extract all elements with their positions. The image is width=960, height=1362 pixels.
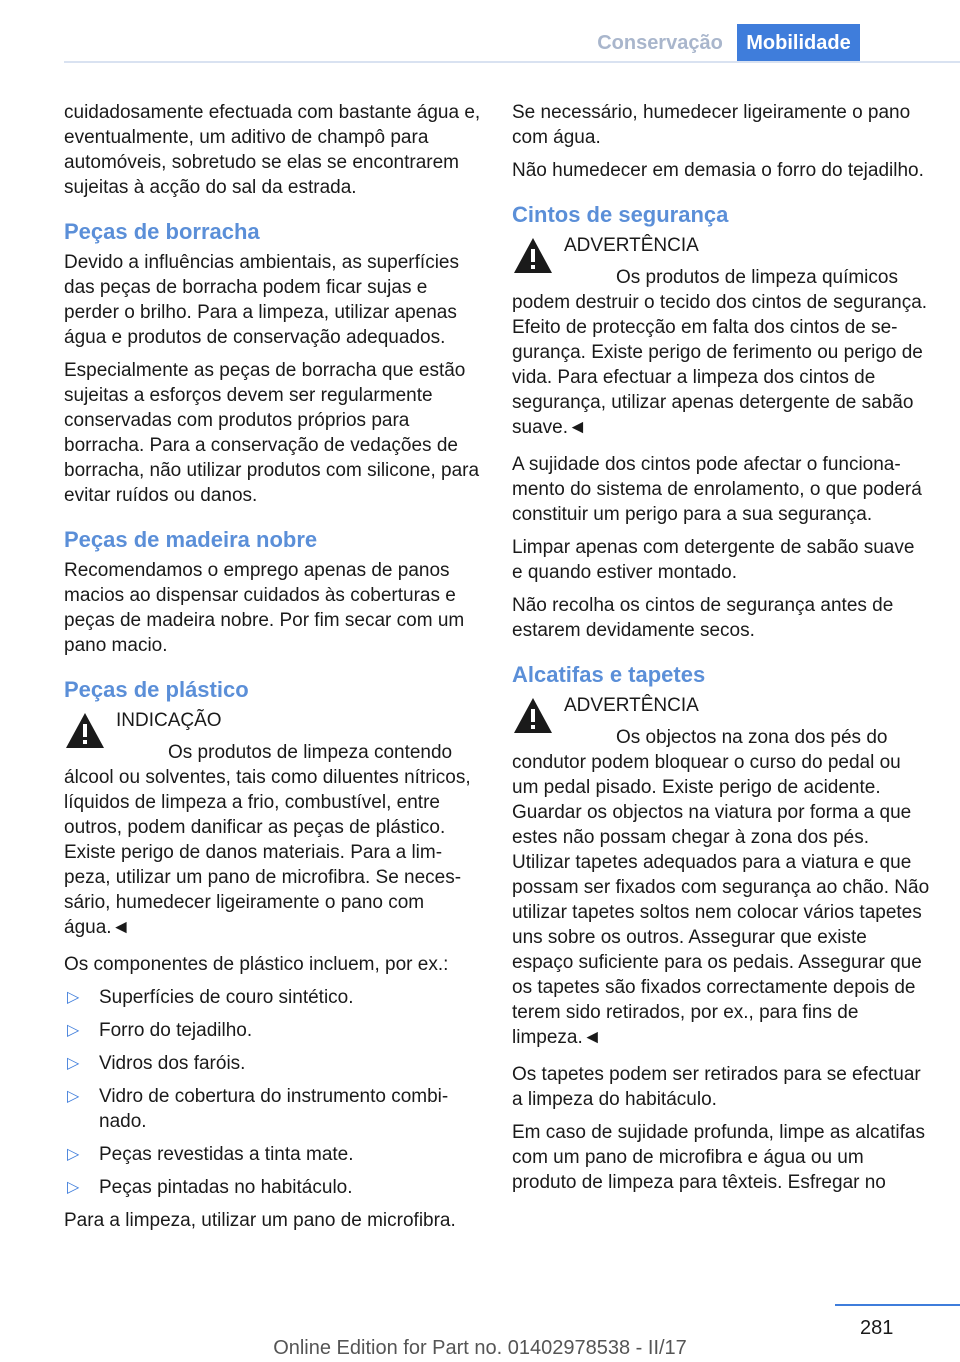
right-paragraph-2: Não humedecer em demasia o forro do tejadilho. [512, 160, 924, 181]
left-column [64, 100, 482, 1241]
warning-title: ADVERTÊNCIA [564, 235, 699, 256]
madeira-paragraph: Recomendamos o emprego apenas de panos macios ao dispensar cuidados às coberturas e peças de madeira nobre. Por fim secar com um pano macio. [64, 560, 465, 656]
right-paragraph-6: Os tapetes podem ser retirados para se efectuar a limpeza do habitáculo. [512, 1064, 921, 1110]
borracha-paragraph-2: Especialmente as peças de borracha que estão sujeitas a esforços devem ser regularmente conservadas com produtos próprios para borracha. Para a conservação de vedações de borracha, não utilizar produtos com silicone, para evitar ruídos ou danos. [64, 360, 480, 506]
notice-box [64, 708, 482, 940]
heading-pecas-madeira: Peças de madeira nobre [64, 527, 318, 552]
heading-cintos-seguranca: Cintos de segurança [512, 202, 729, 227]
bullet-triangle-icon: ▷ [67, 1088, 80, 1105]
warning-triangle-icon [64, 710, 106, 754]
componentes-paragraph: Os componentes de plástico incluem, por ex.: [64, 954, 449, 975]
page-number: 281 [860, 1317, 894, 1339]
bullet-triangle-icon: ▷ [67, 1022, 80, 1039]
page-header [0, 0, 960, 62]
plastic-components-list [64, 985, 482, 1200]
bullet-triangle-icon: ▷ [67, 989, 80, 1006]
tab-conservacao[interactable]: Conservação [597, 32, 723, 54]
intro-paragraph: cuidadosamente efectuada com bastante água e, eventualmente, um aditivo de champô para automóveis, sobretudo se elas se encontrarem sujeitas à acção do sal da estrada. [64, 102, 481, 198]
warning-box-cintos [512, 233, 930, 440]
right-paragraph-1: Se necessário, humedecer ligeiramente o pano com água. [512, 102, 911, 148]
warning-box-alcatifas [512, 693, 930, 1050]
header-divider [64, 61, 960, 63]
right-paragraph-7: Em caso de sujidade profunda, limpe as alcatifas com um pano de microfibra e água ou um produto de limpeza para têxteis. Esfregar no [512, 1122, 925, 1193]
heading-pecas-borracha: Peças de borracha [64, 219, 260, 244]
list-item: ▷ Peças pintadas no habitáculo. [67, 1177, 353, 1198]
warning-triangle-icon [512, 235, 554, 279]
right-paragraph-4: Limpar apenas com detergente de sabão suave e quando estiver montado. [512, 537, 915, 583]
borracha-paragraph-1: Devido a influências ambientais, as superfícies das peças de borracha podem ficar sujas e perder o brilho. Para a limpeza, utilizar apenas água e produtos de conservação adequados. [64, 252, 459, 348]
right-paragraph-3: A sujidade dos cintos pode afectar o funcionamento do sistema de enrolamento, o que poderá constituir um perigo para a sua segurança. [512, 454, 922, 525]
bullet-triangle-icon: ▷ [67, 1179, 80, 1196]
right-paragraph-5: Não recolha os cintos de segurança antes de estarem devidamente secos. [512, 595, 894, 641]
right-column [512, 100, 930, 1203]
heading-alcatifas-tapetes: Alcatifas e tapetes [512, 662, 706, 687]
warning-title: ADVERTÊNCIA [564, 695, 699, 716]
bullet-triangle-icon: ▷ [67, 1055, 80, 1072]
list-item: ▷ Vidro de cobertura do instrumento combinado. [67, 1086, 449, 1132]
list-item: ▷ Forro do tejadilho. [67, 1020, 253, 1041]
notice-body: Os produtos de limpeza contendo álcool ou solventes, tais como diluentes nítricos, líquidos de limpeza a frio, combustível, entre outros, podem danificar as peças de plástico. Existe perigo de danos materiais. Para a limpeza, utilizar um pano de microfibra. Se necessário, humedecer ligeiramente o pano com água.◄ [64, 742, 471, 938]
list-item: ▷ Peças revestidas a tinta mate. [67, 1144, 354, 1165]
tab-mobilidade[interactable]: Mobilidade [737, 24, 860, 62]
bullet-triangle-icon: ▷ [67, 1146, 80, 1163]
list-item: ▷ Superfícies de couro sintético. [67, 987, 354, 1008]
warning-triangle-icon [512, 695, 554, 739]
list-item: ▷ Vidros dos faróis. [67, 1053, 246, 1074]
final-paragraph: Para a limpeza, utilizar um pano de microfibra. [64, 1210, 456, 1231]
warning-body: Os objectos na zona dos pés do condutor podem bloquear o curso do pedal ou um pedal pisado. Existe perigo de acidente. Guardar os objectos na viatura por forma a que estes não possam chegar à zona dos pés. Utilizar tapetes adequados para a viatura e que possam ser fixados com segurança ao chão. Não utilizar tapetes soltos nem colocar vários tapetes uns sobre os outros. Assegurar que existe espaço suficiente para os pedais. Assegurar que os tapetes são fixados correctamente depois de terem sido retirados, por ex., para fins de limpeza.◄ [512, 727, 930, 1048]
heading-pecas-plastico: Peças de plástico [64, 677, 249, 702]
edition-footer: Online Edition for Part no. 01402978538 - II/17 [273, 1337, 687, 1359]
footer-divider [835, 1304, 960, 1306]
warning-body: Os produtos de limpeza químicos podem destruir o tecido dos cintos de segurança. Efeito de protecção em falta dos cintos de segurança. Existe perigo de ferimento ou perigo de vida. Para efectuar a limpeza dos cintos de segurança, utilizar apenas detergente de sabão suave.◄ [512, 267, 928, 438]
notice-title: INDICAÇÃO [116, 710, 222, 731]
